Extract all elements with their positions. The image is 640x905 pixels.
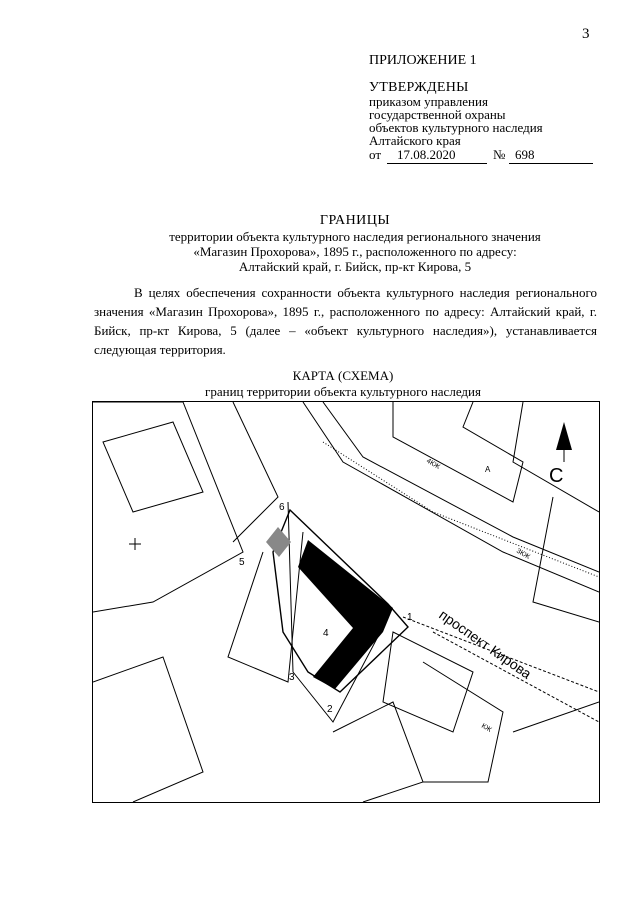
parcel-line (383, 632, 473, 732)
date-underline (387, 163, 487, 164)
boundary-point-label: 4 (323, 628, 329, 639)
map-drawing (93, 402, 599, 802)
body-text: В целях обеспечения сохранности объекта культурного наследия регионального значения «Магазин Прохорова», 1895 г., расположенного по адресу: Алтайский край, г. Бийск, пр-кт Кирова, 5 (далее – «объект культурного наследия»), устанавливается следующая территория. (94, 285, 597, 357)
order-date-row (369, 147, 599, 167)
body-paragraph (94, 283, 597, 359)
boundary-map (92, 401, 600, 803)
parcel-line (423, 662, 503, 782)
appendix-label: ПРИЛОЖЕНИЕ 1 (369, 53, 477, 68)
parcel-line (93, 657, 203, 802)
order-line: объектов культурного наследия (369, 120, 543, 135)
parcel-line (333, 702, 423, 802)
boundary-point-label: 2 (327, 704, 333, 715)
adjacent-structure (266, 527, 291, 557)
parcel-line (103, 422, 203, 512)
parcel-line (533, 497, 599, 622)
order-line: государственной охраны (369, 107, 506, 122)
north-arrow-icon (556, 422, 572, 450)
page-number: 3 (582, 26, 590, 42)
order-line: приказом управления (369, 94, 488, 109)
parcel-line (323, 402, 599, 572)
map-title: КАРТА (СХЕМА) (292, 368, 394, 383)
number-prefix: № (493, 147, 506, 162)
street-label: проспект Кирова (436, 606, 535, 682)
map-label: 4КЖ (425, 457, 442, 471)
parcel-line (513, 402, 599, 512)
boundary-point-label: 3 (289, 672, 295, 683)
street-edge (433, 632, 599, 722)
parcel-line (93, 402, 243, 612)
document-title: ГРАНИЦЫ (319, 213, 391, 228)
subtitle-line: Алтайский край, г. Бийск, пр-кт Кирова, 5 (238, 259, 472, 274)
map-label: 3КЖ (515, 547, 532, 561)
map-subtitle: границ территории объекта культурного наследия (205, 384, 481, 399)
parcel-line (393, 402, 523, 502)
approval-heading: УТВЕРЖДЕНЫ (369, 80, 469, 95)
boundary-point-label: 1 (407, 612, 413, 623)
boundary-point-label: 5 (239, 557, 245, 568)
boundary-point-label: 6 (279, 502, 285, 513)
date-prefix: от (369, 147, 382, 162)
parcel-line (233, 402, 278, 542)
north-label: С (549, 465, 564, 487)
order-line: Алтайского края (369, 133, 461, 148)
map-label: КЖ (480, 722, 493, 735)
map-label: А (485, 465, 491, 474)
order-number: 698 (515, 147, 535, 162)
subtitle-line: территории объекта культурного наследия регионального значения (169, 229, 541, 244)
number-underline (509, 163, 593, 164)
subtitle-line: «Магазин Прохорова», 1895 г., расположенного по адресу: (193, 244, 517, 259)
order-date: 17.08.2020 (397, 147, 456, 162)
parcel-line (513, 702, 599, 732)
parcel-line (303, 402, 599, 592)
